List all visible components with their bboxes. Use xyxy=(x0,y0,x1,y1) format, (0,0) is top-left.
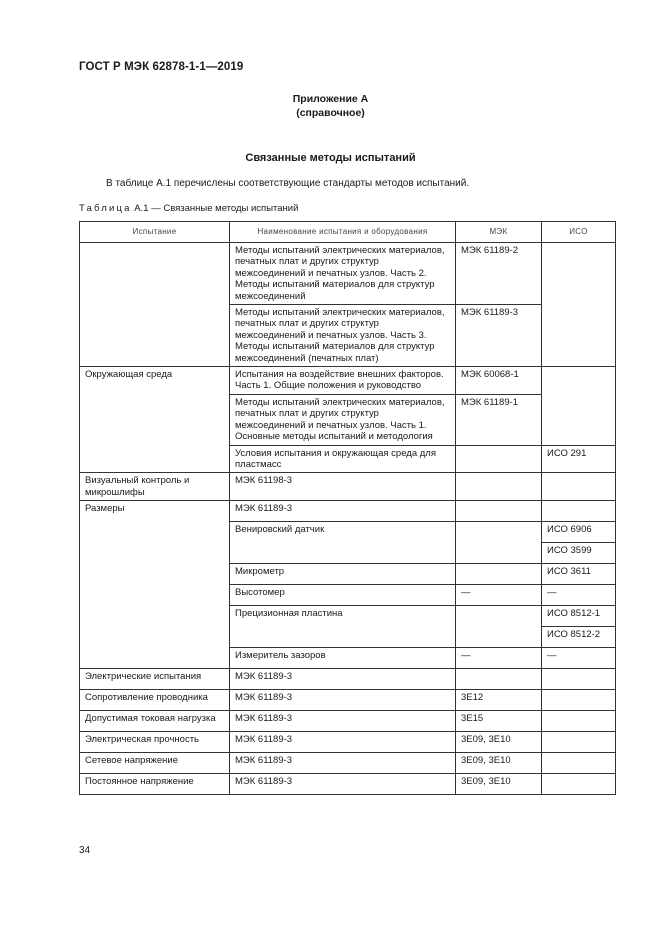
header-iso: ИСО xyxy=(542,222,616,243)
iec-cell: 3Е09, 3Е10 xyxy=(456,753,542,774)
header-iec: МЭК xyxy=(456,222,542,243)
iso-cell xyxy=(542,753,616,774)
name-cell: Прецизионная пластина xyxy=(230,606,456,648)
name-cell: Методы испытаний электрических материалов, печатных плат и других структур межсоединений и печатных узлов. Часть 2. Методы испытаний материалов для структур межсоединений xyxy=(230,243,456,305)
table-header-row xyxy=(80,222,616,243)
test-cell: Допустимая токовая нагрузка xyxy=(80,711,230,732)
page-number: 34 xyxy=(79,845,91,856)
test-cell: Окружающая среда xyxy=(80,367,230,473)
table-row xyxy=(80,774,616,795)
iec-cell: МЭК 61189-1 xyxy=(456,394,542,445)
iso-cell xyxy=(542,243,616,367)
iec-cell xyxy=(456,669,542,690)
name-cell: Методы испытаний электрических материалов, печатных плат и других структур межсоединений и печатных узлов. Часть 1. Основные методы испытаний и методология xyxy=(230,394,456,445)
iso-cell: — xyxy=(542,648,616,669)
iso-cell xyxy=(542,669,616,690)
table-caption-label: Таблица xyxy=(79,203,132,214)
iec-cell xyxy=(456,473,542,501)
test-cell: Постоянное напряжение xyxy=(80,774,230,795)
name-cell: МЭК 61189-3 xyxy=(230,690,456,711)
document-header: ГОСТ Р МЭК 62878-1-1—2019 xyxy=(79,61,244,73)
test-methods-table xyxy=(79,221,616,795)
iec-cell xyxy=(456,564,542,585)
table-row xyxy=(80,732,616,753)
iso-cell: ИСО 291 xyxy=(542,445,616,473)
section-title: Связанные методы испытаний xyxy=(245,152,416,164)
iec-cell: МЭК 61189-2 xyxy=(456,243,542,305)
appendix-subtitle: (справочное) xyxy=(296,107,365,119)
iso-cell xyxy=(542,501,616,522)
table-row xyxy=(80,753,616,774)
iec-cell xyxy=(456,522,542,564)
test-cell: Сетевое напряжение xyxy=(80,753,230,774)
table-row xyxy=(80,473,616,501)
iso-cell: ИСО 3599 xyxy=(542,543,616,564)
header-name: Наименование испытания и оборудования xyxy=(230,222,456,243)
table-row xyxy=(80,501,616,522)
test-cell: Электрическая прочность xyxy=(80,732,230,753)
table-caption xyxy=(79,203,298,214)
iec-cell: 3Е12 xyxy=(456,690,542,711)
table-row xyxy=(80,243,616,305)
test-cell: Визуальный контроль и микрошлифы xyxy=(80,473,230,501)
iec-cell: 3Е09, 3Е10 xyxy=(456,732,542,753)
test-cell: Размеры xyxy=(80,501,230,669)
test-cell: Сопротивление проводника xyxy=(80,690,230,711)
name-cell: МЭК 61189-3 xyxy=(230,753,456,774)
name-cell: Условия испытания и окружающая среда для пластмасс xyxy=(230,445,456,473)
iso-cell xyxy=(542,367,616,445)
name-cell: Испытания на воздействие внешних факторов. Часть 1. Общие положения и руководство xyxy=(230,367,456,395)
name-cell: Измеритель зазоров xyxy=(230,648,456,669)
table-caption-text: А.1 — Связанные методы испытаний xyxy=(131,203,299,214)
name-cell: МЭК 61189-3 xyxy=(230,732,456,753)
name-cell: Высотомер xyxy=(230,585,456,606)
iec-cell: МЭК 60068-1 xyxy=(456,367,542,395)
table-row xyxy=(80,669,616,690)
iso-cell: ИСО 8512-2 xyxy=(542,627,616,648)
iec-cell xyxy=(456,501,542,522)
name-cell: Методы испытаний электрических материалов, печатных плат и других структур межсоединений и печатных узлов. Часть 3. Методы испытаний материалов для структур межсоединений (печатных плат) xyxy=(230,305,456,367)
table-row xyxy=(80,690,616,711)
iso-cell xyxy=(542,690,616,711)
iso-cell xyxy=(542,473,616,501)
iso-cell xyxy=(542,774,616,795)
iso-cell xyxy=(542,711,616,732)
iso-cell xyxy=(542,732,616,753)
name-cell: МЭК 61198-3 xyxy=(230,473,456,501)
name-cell: МЭК 61189-3 xyxy=(230,711,456,732)
iec-cell: — xyxy=(456,585,542,606)
name-cell: МЭК 61189-3 xyxy=(230,669,456,690)
iso-cell: — xyxy=(542,585,616,606)
intro-paragraph: В таблице А.1 перечислены соответствующие стандарты методов испытаний. xyxy=(106,178,470,189)
iec-cell xyxy=(456,445,542,473)
test-cell xyxy=(80,243,230,367)
name-cell: Венировский датчик xyxy=(230,522,456,564)
name-cell: МЭК 61189-3 xyxy=(230,501,456,522)
name-cell: МЭК 61189-3 xyxy=(230,774,456,795)
iec-cell xyxy=(456,606,542,648)
iso-cell: ИСО 3611 xyxy=(542,564,616,585)
iec-cell: 3Е15 xyxy=(456,711,542,732)
iso-cell: ИСО 8512-1 xyxy=(542,606,616,627)
table-row xyxy=(80,711,616,732)
table-row xyxy=(80,367,616,395)
appendix-title: Приложение А xyxy=(292,93,369,105)
header-test: Испытание xyxy=(80,222,230,243)
test-cell: Электрические испытания xyxy=(80,669,230,690)
iec-cell: МЭК 61189-3 xyxy=(456,305,542,367)
iec-cell: — xyxy=(456,648,542,669)
name-cell: Микрометр xyxy=(230,564,456,585)
iso-cell: ИСО 6906 xyxy=(542,522,616,543)
iec-cell: 3Е09, 3Е10 xyxy=(456,774,542,795)
